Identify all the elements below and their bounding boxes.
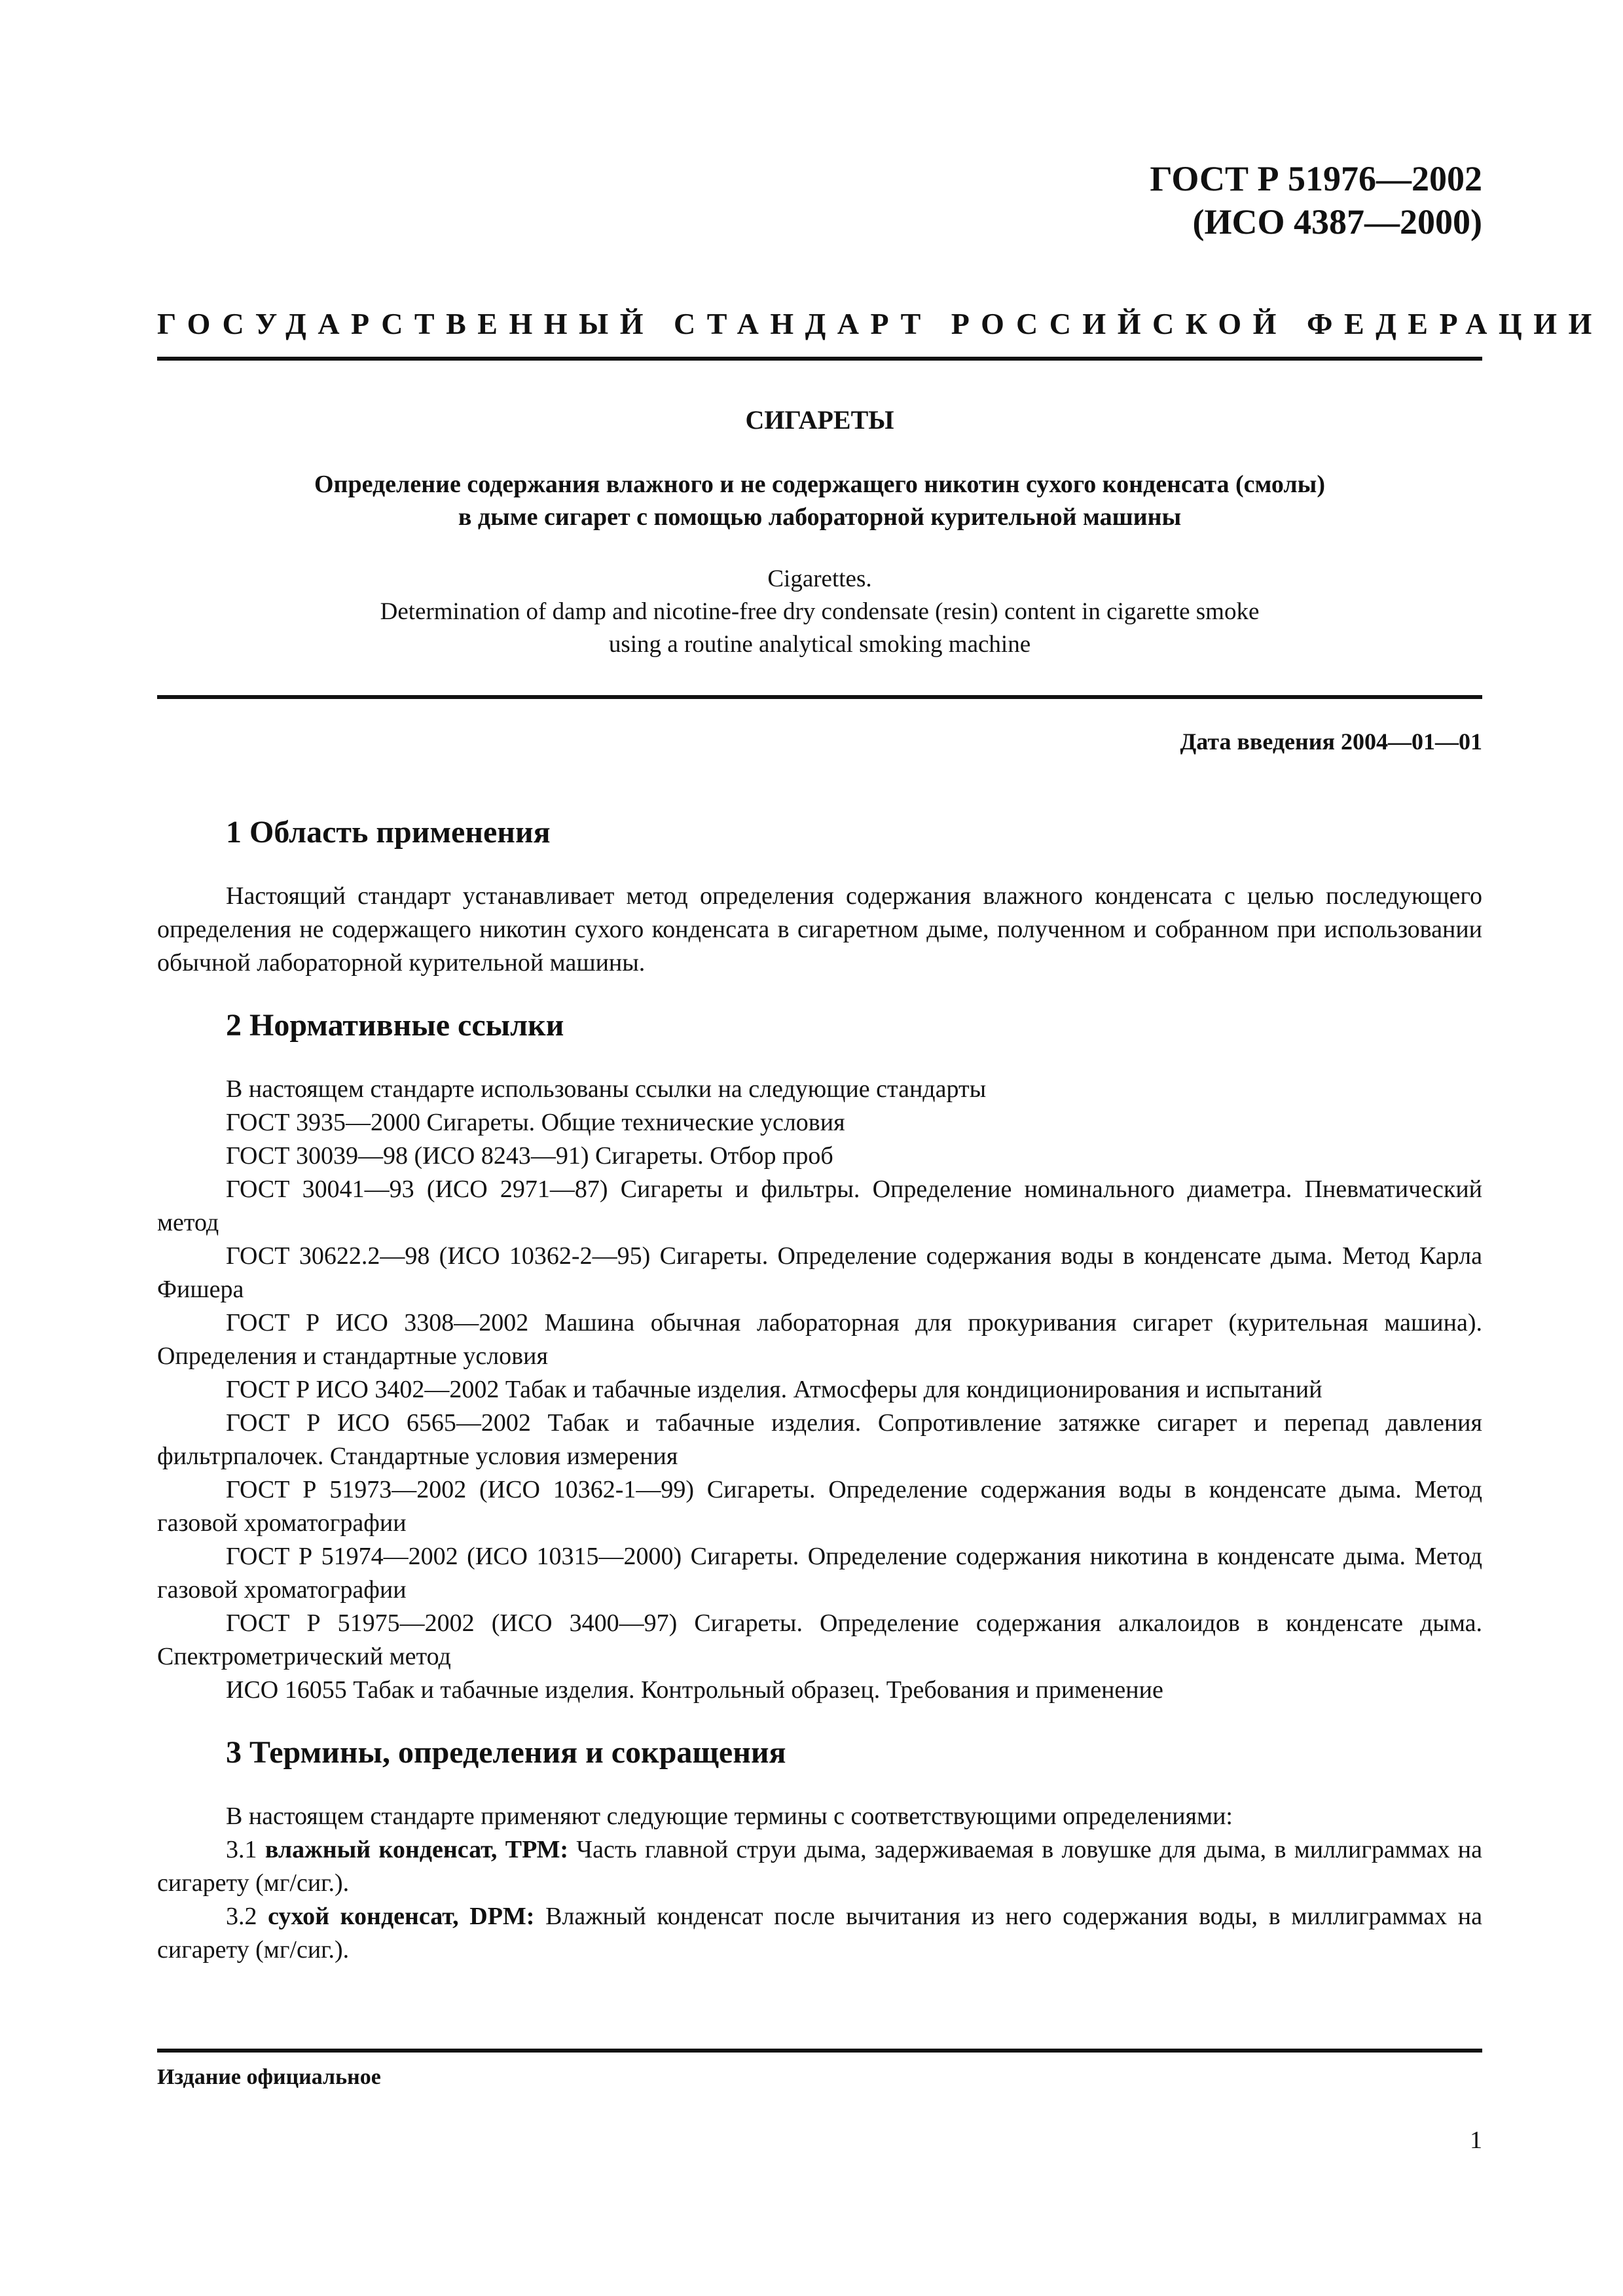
reference-item: ГОСТ 3935—2000 Сигареты. Общие технические условия [226,1109,845,1136]
subtitle-line-2: в дыме сигарет с помощью лабораторной курительной машины [458,503,1182,531]
designation-gost: ГОСТ Р 51976—2002 [1150,159,1482,198]
term-number: 3.1 [226,1836,265,1863]
term-definition: Часть главной струи дыма, задерживаемая в ловушке для дыма, в миллиграммах на сигарету (мг/сиг.). [157,1836,1483,1897]
reference-item: ГОСТ Р ИСО 6565—2002 Табак и табачные изделия. Сопротивление затяжке сигарет и перепад давления фильтрпалочек. Стандартные условия измерения [157,1409,1482,1470]
term-definition: Влажный конденсат после вычитания из него содержания воды, в миллиграммах на сигарету (мг/сиг.). [157,1903,1482,1964]
section-1-heading: 1 Область применения [226,815,551,850]
official-edition-label: Издание официальное [157,2065,381,2089]
designation-iso: (ИСО 4387—2000) [1192,202,1482,242]
reference-item: ГОСТ Р 51973—2002 (ИСО 10362-1—99) Сигареты. Определение содержания воды в конденсате дыма. Метод газовой хроматографии [157,1476,1482,1537]
document-title: СИГАРЕТЫ [745,405,894,435]
standard-designation [1150,157,1482,243]
document-subtitle [157,468,1482,533]
reference-item: ГОСТ 30622.2—98 (ИСО 10362-2—95) Сигареты. Определение содержания воды в конденсате дыма. Метод Карла Фишера [157,1242,1482,1303]
title-divider [157,695,1482,699]
section-3-intro: В настоящем стандарте применяют следующие термины с соответствующими определениями: [226,1803,1233,1830]
term-number: 3.2 [226,1903,268,1930]
reference-item: ГОСТ Р ИСО 3402—2002 Табак и табачные изделия. Атмосферы для кондиционирования и испытаний [226,1376,1322,1403]
document-body [157,813,1482,1967]
term-name: сухой конденсат, DPM: [268,1903,535,1930]
introduction-date: Дата введения 2004—01—01 [1180,728,1482,755]
section-2-heading: 2 Нормативные ссылки [226,1008,564,1043]
section-1-paragraph: Настоящий стандарт устанавливает метод определения содержания влажного конденсата с целью последующего определения не содержащего никотин сухого конденсата в сигаретном дыме, полученном и собранном при использовании обычной лабораторной курительной машины. [157,882,1482,977]
reference-item: ГОСТ 30039—98 (ИСО 8243—91) Сигареты. Отбор проб [226,1142,833,1170]
reference-item: ГОСТ Р ИСО 3308—2002 Машина обычная лабораторная для прокуривания сигарет (курительная машина). Определения и стандартные условия [157,1309,1482,1370]
section-3-heading: 3 Термины, определения и сокращения [226,1735,786,1770]
english-title-line-3: using a routine analytical smoking machine [608,631,1031,658]
page-number: 1 [1470,2126,1482,2154]
reference-item: ГОСТ 30041—93 (ИСО 2971—87) Сигареты и фильтры. Определение номинального диаметра. Пневматический метод [157,1175,1482,1236]
section-2-intro: В настоящем стандарте использованы ссылки на следующие стандарты [226,1075,987,1103]
footer-divider [157,2049,1482,2053]
reference-item: ГОСТ Р 51975—2002 (ИСО 3400—97) Сигареты. Определение содержания алкалоидов в конденсате дыма. Спектрометрический метод [157,1609,1482,1670]
english-title [157,563,1482,661]
reference-item: ИСО 16055 Табак и табачные изделия. Контрольный образец. Требования и применение [226,1676,1163,1704]
term-name: влажный конденсат, ТРМ: [264,1836,569,1863]
subtitle-line-1: Определение содержания влажного и не содержащего никотин сухого конденсата (смолы) [314,471,1325,498]
english-title-line-1: Cigarettes. [767,565,872,592]
term-3-1 [157,1833,1482,1900]
english-title-line-2: Determination of damp and nicotine-free dry condensate (resin) content in cigarette smoke [380,598,1260,625]
top-divider [157,357,1482,361]
state-standard-title: ГОСУДАРСТВЕННЫЙ СТАНДАРТ РОССИЙСКОЙ ФЕДЕРАЦИИ [157,307,1603,340]
term-3-2 [157,1900,1482,1967]
reference-item: ГОСТ Р 51974—2002 (ИСО 10315—2000) Сигареты. Определение содержания никотина в конденсате дыма. Метод газовой хроматографии [157,1543,1482,1604]
